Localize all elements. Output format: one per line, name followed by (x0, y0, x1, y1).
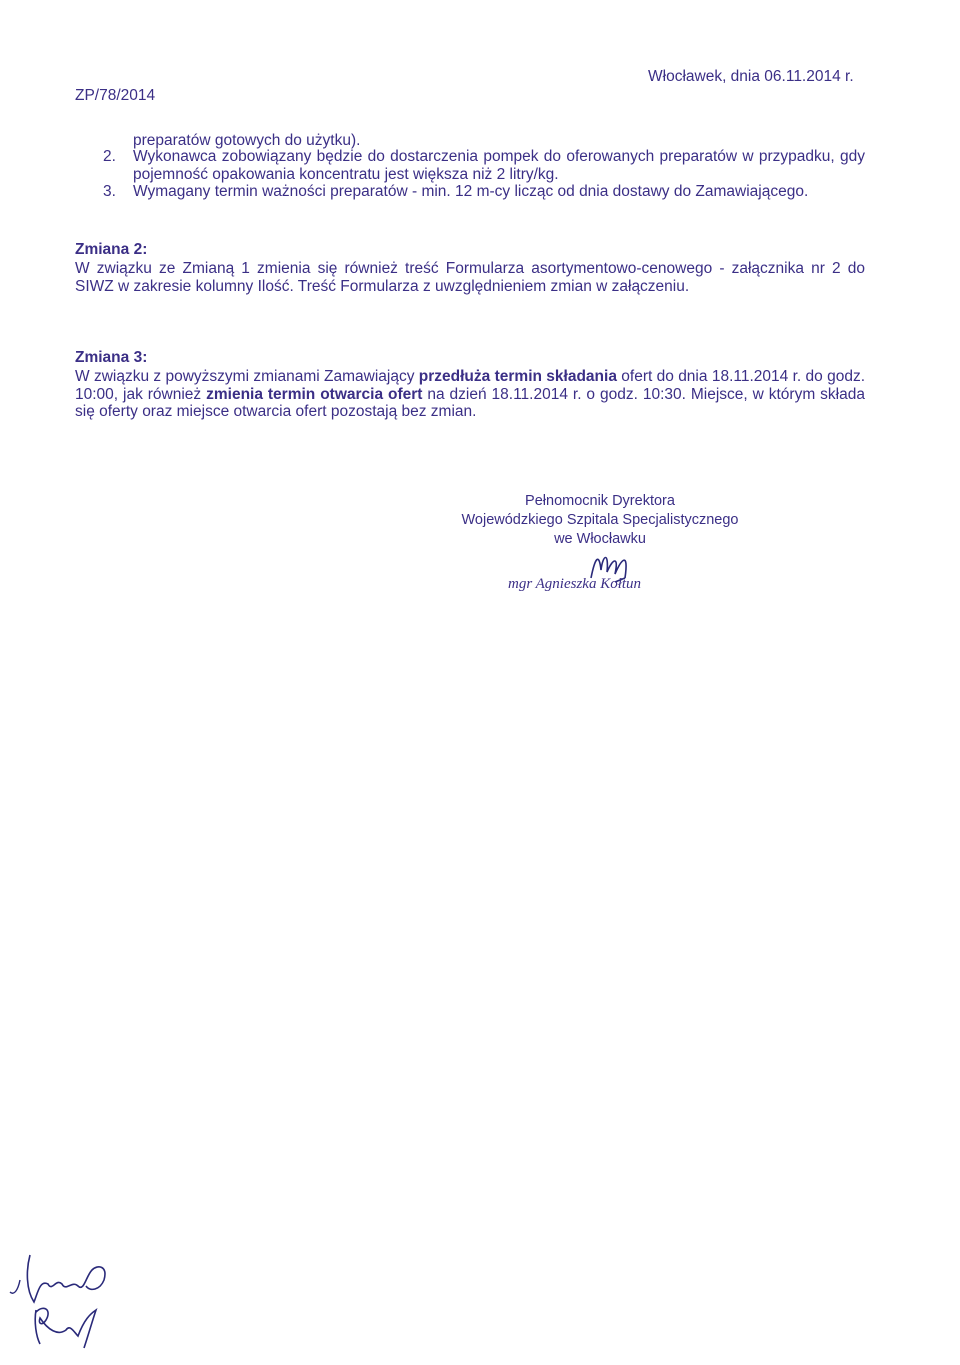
list-item-text: Wymagany termin ważności preparatów - min. 12 m-cy licząc od dnia dostawy do Zamawiającego. (133, 183, 809, 200)
list-item (103, 183, 865, 201)
section-heading: Zmiana 3: (75, 349, 148, 366)
section-body: W związku ze Zmianą 1 zmienia się również treść Formularza asortymentowo-cenowego - załącznika nr 2 do SIWZ w zakresie kolumny Ilość. Treść Formularza z uwzględnieniem zmian w załączeniu. (75, 259, 865, 295)
section-body (75, 368, 865, 421)
emphasis-opening-change: zmienia termin otwarcia ofert (206, 385, 423, 403)
list-item-number: 3. (103, 183, 116, 200)
requirements-list (103, 148, 865, 201)
section-heading: Zmiana 2: (75, 241, 148, 258)
body-text: ofert do dnia 18.11.2014 r. do godz. 10:00, jak również (75, 367, 866, 403)
handwritten-initials (0, 1240, 140, 1355)
emphasis-deadline-extension: przedłuża termin składania (418, 367, 617, 385)
list-item (103, 148, 865, 183)
section-zmiana-2 (75, 241, 865, 295)
place-and-date: Włocławek, dnia 06.11.2014 r. (648, 68, 854, 85)
official-stamp (420, 492, 780, 549)
list-item-number: 2. (103, 148, 116, 165)
signatory-name: mgr Agnieszka Kołtun (508, 576, 642, 592)
section-zmiana-3 (75, 349, 865, 421)
body-text: W związku z powyższymi zmianami Zamawiający (75, 367, 419, 385)
list-item-continuation: preparatów gotowych do użytku). (133, 132, 361, 149)
stamp-line: we Włocławku (554, 531, 646, 547)
stamp-line: Wojewódzkiego Szpitala Specjalistycznego (461, 512, 739, 528)
list-item-text: Wykonawca zobowiązany będzie do dostarczenia pompek do oferowanych preparatów w przypadku, gdy pojemność opakowania koncentratu jest większa niż 2 litry/kg. (133, 148, 865, 183)
body-text: na dzień 18.11.2014 r. o godz. 10:30. Miejsce, w którym składa się oferty oraz miejsce otwarcia ofert pozostają bez zmian. (75, 385, 865, 421)
stamp-line: Pełnomocnik Dyrektora (525, 493, 675, 509)
document-reference: ZP/78/2014 (75, 87, 156, 104)
